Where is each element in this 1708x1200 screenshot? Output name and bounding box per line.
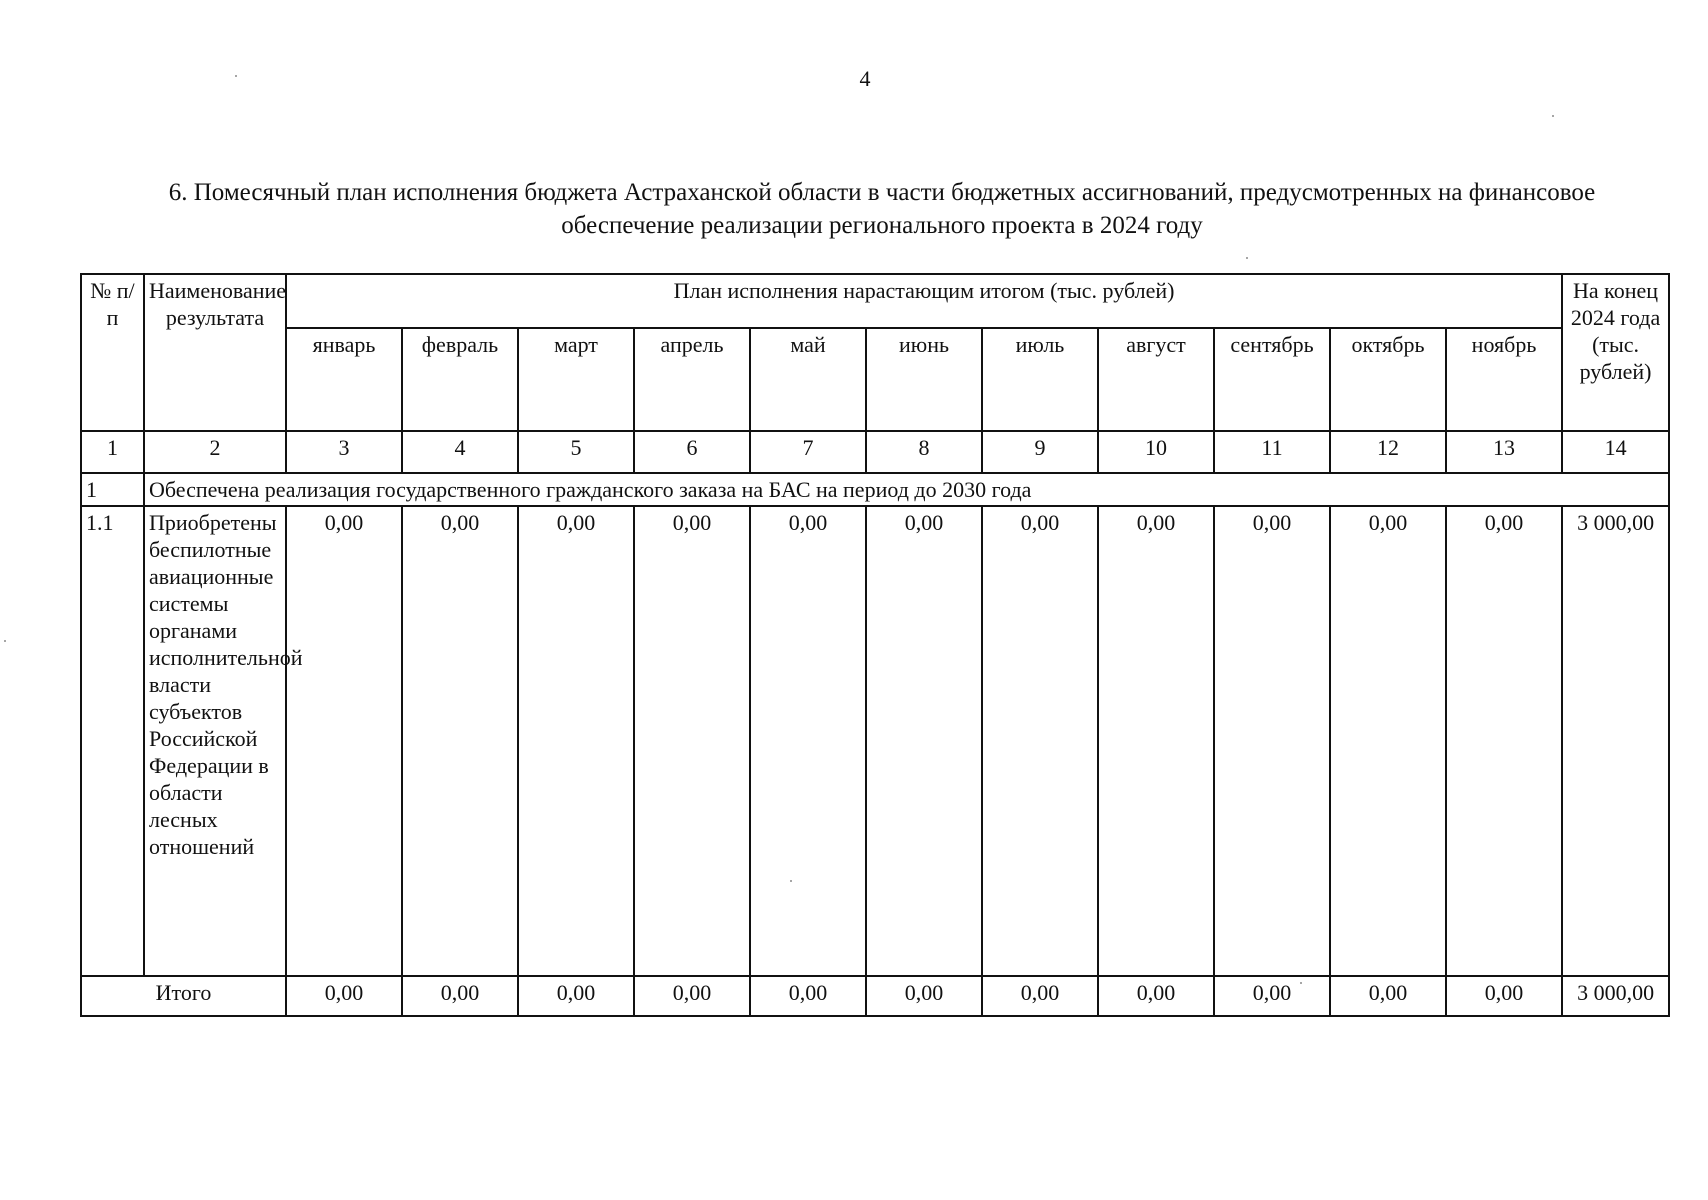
scan-speck [1552,115,1554,117]
header-month: январь [286,328,402,431]
scan-speck [4,640,6,642]
total-month-value: 0,00 [1098,976,1214,1016]
total-month-value: 0,00 [982,976,1098,1016]
column-number: 7 [750,431,866,473]
total-month-value: 0,00 [1214,976,1330,1016]
scan-speck [1300,982,1302,984]
result-name: Приобретены беспилотные авиационные системы органами исполнительной власти субъектов Российской Федерации в области лесных отношений [144,506,286,976]
header-plan-group: План исполнения нарастающим итогом (тыс. рублей) [286,274,1562,328]
column-number: 3 [286,431,402,473]
total-month-value: 0,00 [1330,976,1446,1016]
result-month-value: 0,00 [1330,506,1446,976]
section-title: Обеспечена реализация государственного гражданского заказа на БАС на период до 2030 года [144,473,1669,506]
result-number: 1.1 [81,506,144,976]
result-month-value: 0,00 [1446,506,1562,976]
header-month: февраль [402,328,518,431]
header-month: март [518,328,634,431]
header-month: август [1098,328,1214,431]
column-number: 2 [144,431,286,473]
column-number: 4 [402,431,518,473]
header-month: ноябрь [1446,328,1562,431]
header-row [81,274,1669,328]
result-month-value: 0,00 [982,506,1098,976]
header-month: апрель [634,328,750,431]
result-month-value: 0,00 [634,506,750,976]
result-year-end-value: 3 000,00 [1562,506,1669,976]
total-month-value: 0,00 [1446,976,1562,1016]
header-month: сентябрь [1214,328,1330,431]
header-month: октябрь [1330,328,1446,431]
column-number: 12 [1330,431,1446,473]
section-row [81,473,1669,506]
budget-plan-table [80,273,1670,1017]
scan-speck [1246,257,1248,259]
section-number: 1 [81,473,144,506]
column-number: 13 [1446,431,1562,473]
result-month-value: 0,00 [866,506,982,976]
header-month: июнь [866,328,982,431]
result-month-value: 0,00 [286,506,402,976]
total-month-value: 0,00 [402,976,518,1016]
column-number: 5 [518,431,634,473]
header-months-row [81,328,1669,431]
column-number: 1 [81,431,144,473]
column-number: 14 [1562,431,1669,473]
total-year-end-value: 3 000,00 [1562,976,1669,1016]
column-number: 11 [1214,431,1330,473]
column-number: 6 [634,431,750,473]
result-month-value: 0,00 [750,506,866,976]
total-row [81,976,1669,1016]
total-label: Итого [81,976,286,1016]
total-month-value: 0,00 [286,976,402,1016]
total-month-value: 0,00 [750,976,866,1016]
column-number: 9 [982,431,1098,473]
result-month-value: 0,00 [402,506,518,976]
scan-speck [235,75,237,77]
result-month-value: 0,00 [518,506,634,976]
column-number: 8 [866,431,982,473]
header-year-end: На конец 2024 года (тыс. рублей) [1562,274,1669,431]
result-month-value: 0,00 [1098,506,1214,976]
result-row [81,506,1669,976]
header-month: май [750,328,866,431]
total-month-value: 0,00 [634,976,750,1016]
document-title: 6. Помесячный план исполнения бюджета Астраханской области в части бюджетных ассигнований, предусмотренных на финансовое обеспечение реализации регионального проекта в 2024 году [168,179,1596,239]
header-number: № п/п [81,274,144,431]
header-result-name: Наименование результата [144,274,286,431]
header-month: июль [982,328,1098,431]
scan-speck [790,880,792,882]
column-number: 10 [1098,431,1214,473]
column-numbers-row [81,431,1669,473]
result-month-value: 0,00 [1214,506,1330,976]
page-number: 4 [859,66,871,91]
total-month-value: 0,00 [866,976,982,1016]
total-month-value: 0,00 [518,976,634,1016]
